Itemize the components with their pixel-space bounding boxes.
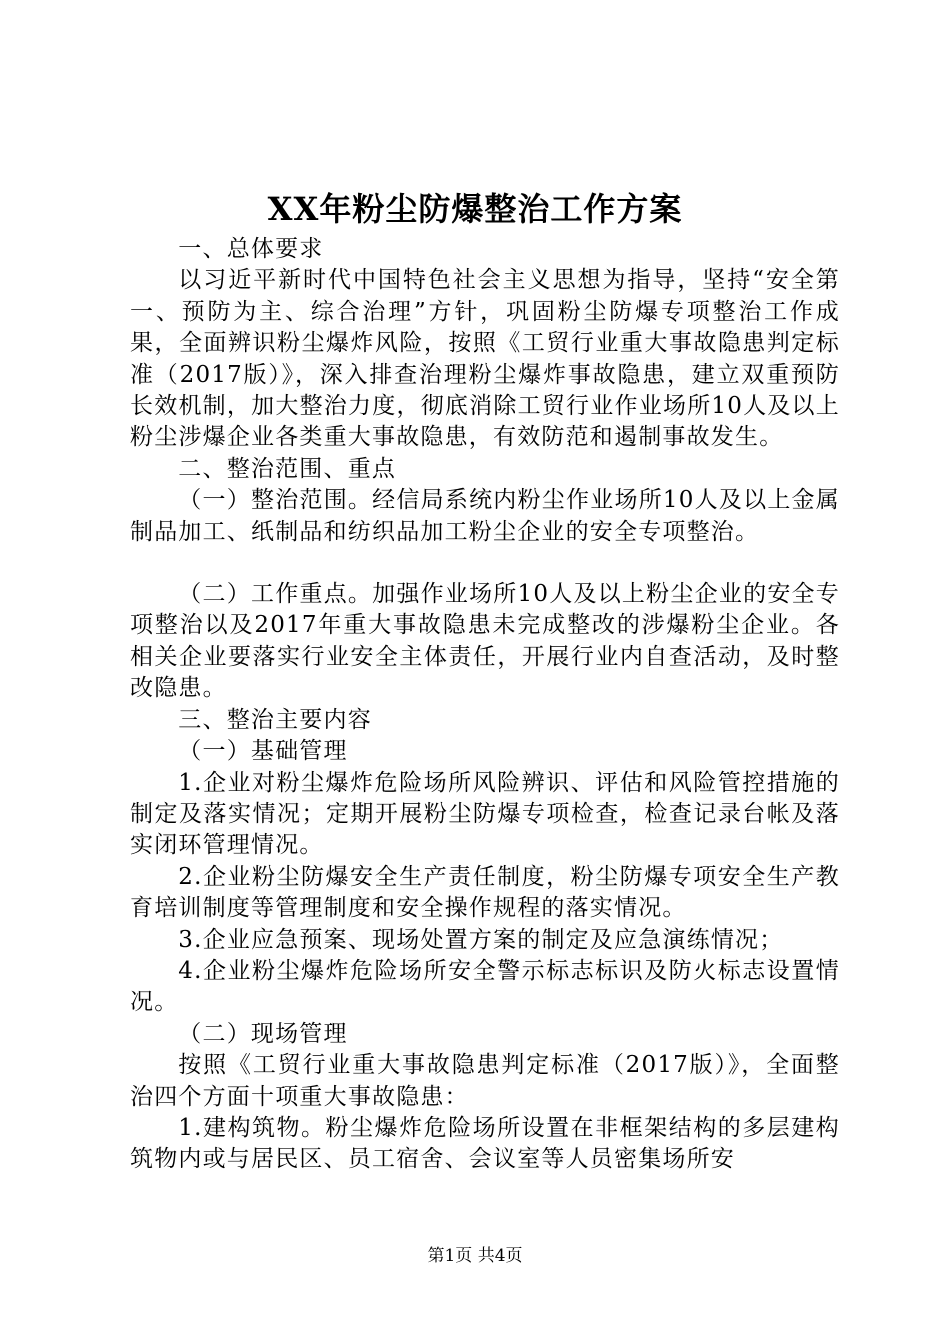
body-paragraph: （二）工作重点。加强作业场所10人及以上粉尘企业的安全专项整治以及2017年重大事故隐患未完成整改的涉爆粉尘企业。各相关企业要落实行业安全主体责任，开展行业内自查活动，及时整改隐患。 xyxy=(130,581,840,702)
list-item: 4.企业粉尘爆炸危险场所安全警示标志标识及防火标志设置情况。 xyxy=(130,957,840,1016)
body-paragraph: 以习近平新时代中国特色社会主义思想为指导，坚持“安全第一、预防为主、综合治理”方针，巩固粉尘防爆专项整治工作成果，全面辨识粉尘爆炸风险，按照《工贸行业重大事故隐患判定标准（2017版）》，深入排查治理粉尘爆炸事故隐患，建立双重预防长效机制，加大整治力度，彻底消除工贸行业作业场所10人及以上粉尘涉爆企业各类重大事故隐患，有效防范和遏制事故发生。 xyxy=(130,267,840,451)
body-paragraph: （一）整治范围。经信局系统内粉尘作业场所10人及以上金属制品加工、纸制品和纺织品加工粉尘企业的安全专项整治。 xyxy=(130,487,840,545)
list-item: 1.建构筑物。粉尘爆炸危险场所设置在非框架结构的多层建构筑物内或与居民区、员工宿舍、会议室等人员密集场所安 xyxy=(130,1114,840,1173)
body-paragraph: 按照《工贸行业重大事故隐患判定标准（2017版）》，全面整治四个方面十项重大事故隐患： xyxy=(130,1052,840,1110)
section-heading: 三、整治主要内容 xyxy=(178,706,372,733)
document-body xyxy=(130,234,840,1176)
section-heading: 一、总体要求 xyxy=(178,236,324,262)
subsection-heading: （一）基础管理 xyxy=(178,738,348,765)
list-item: 1.企业对粉尘爆炸危险场所风险辨识、评估和风险管控措施的制定及落实情况；定期开展粉尘防爆专项检查，检查记录台帐及落实闭环管理情况。 xyxy=(130,769,840,859)
subsection-heading: （二）现场管理 xyxy=(178,1020,348,1047)
list-item: 2.企业粉尘防爆安全生产责任制度，粉尘防爆专项安全生产教育培训制度等管理制度和安全操作规程的落实情况。 xyxy=(130,863,840,922)
page-footer: 第1页 共4页 xyxy=(427,1246,523,1266)
section-heading: 二、整治范围、重点 xyxy=(178,455,397,482)
document-title: XX年粉尘防爆整治工作方案 xyxy=(267,190,683,228)
list-item: 3.企业应急预案、现场处置方案的制定及应急演练情况； xyxy=(178,926,784,953)
